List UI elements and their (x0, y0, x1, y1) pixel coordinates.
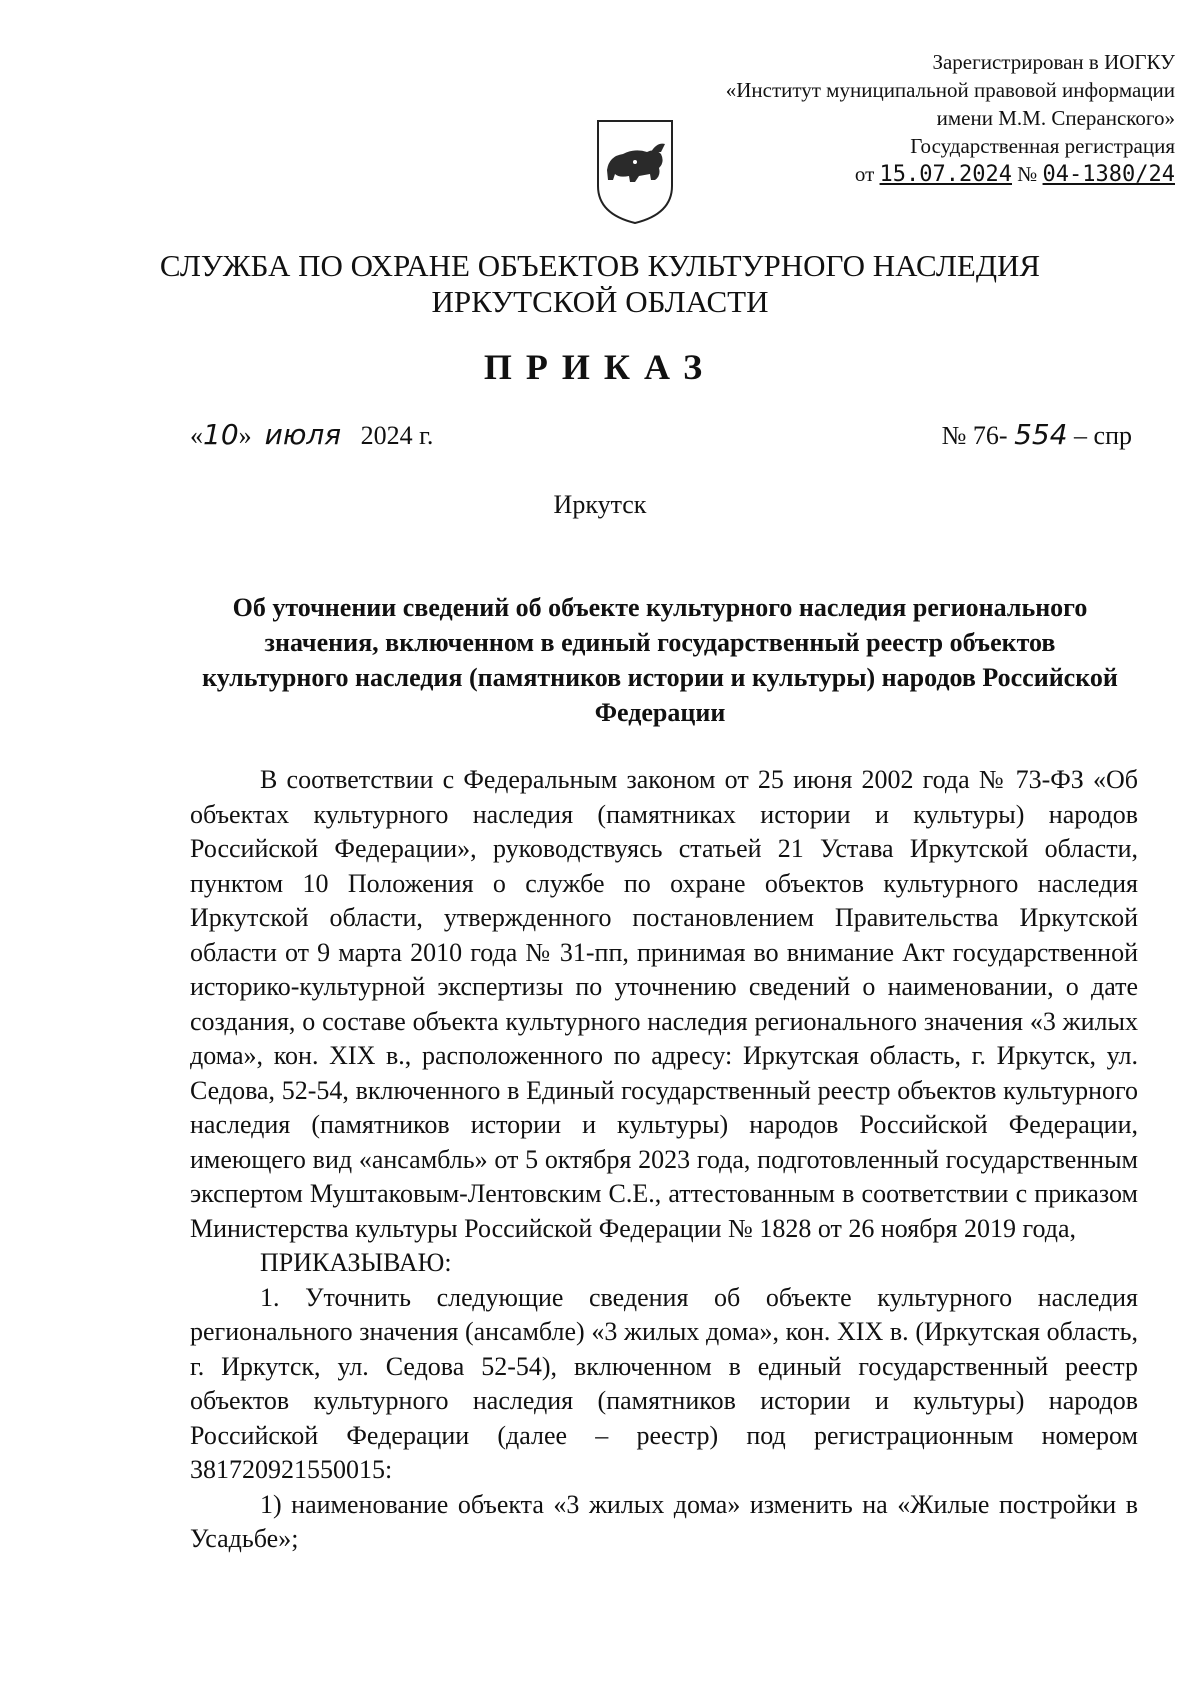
registration-from-label: от (854, 162, 875, 186)
order-word: ПРИКАЗЫВАЮ: (260, 1248, 452, 1277)
registration-line-1: Зарегистрирован в ИОГКУ (932, 50, 1175, 74)
preamble-paragraph: В соответствии с Федеральным законом от 25 июня 2002 года № 73-ФЗ «Об объектах культурного наследия (памятниках истории и культуры) народов Российской Федерации», руководствуясь статьей 21 Устава Иркутской области, пунктом 10 Положения о службе по охране объектов культурного наследия Иркутской области, утвержденного постановлением Правительства Иркутской области от 9 марта 2010 года № 31-пп, принимая во внимание Акт государственной историко-культурной экспертизы по уточнению сведений о наименовании, о дате создания, о составе объекта культурного наследия регионального значения «3 жилых дома», кон. XIX в., расположенного по адресу: Иркутская область, г. Иркутск, ул. Седова, 52-54, включенного в Единый государственный реестр объектов культурного наследия (памятников истории и культуры) народов Российской Федерации, имеющего вид «ансамбль» от 5 октября 2023 года, подготовленный государственным экспертом Муштаковым-Лентовским С.Е., аттестованным в соответствии с приказом Министерства культуры Российской Федерации № 1828 от 26 ноября 2019 года, (190, 765, 1138, 1243)
item-1: 1. Уточнить следующие сведения об объекте культурного наследия регионального значения (ансамбле) «3 жилых дома», кон. XIX в. (Иркутская область, г. Иркутск, ул. Седова 52-54), включенном в единый государственный реестр объектов культурного наследия (памятников истории и культуры) народов Российской Федерации (далее – реестр) под регистрационным номером 381720921550015: (190, 1282, 1138, 1484)
order-subject: Об уточнении сведений об объекте культурного наследия регионального значения, включенном в единый государственный реестр объектов культурного наследия (памятников истории и культуры) народов Российской Федерации (202, 593, 1118, 727)
order-number-prefix: № 76- (941, 421, 1008, 450)
agency-name (0, 248, 1200, 320)
date-day: 10 (203, 418, 239, 451)
registration-number-label: № (1017, 162, 1038, 186)
agency-line-2: ИРКУТСКОЙ ОБЛАСТИ (431, 284, 769, 319)
order-date (190, 418, 433, 451)
agency-line-1: СЛУЖБА ПО ОХРАНЕ ОБЪЕКТОВ КУЛЬТУРНОГО НАСЛЕДИЯ (159, 248, 1041, 283)
order-number-value: 554 (1014, 418, 1068, 451)
registration-date: 15.07.2024 (879, 162, 1012, 187)
city: Иркутск (553, 490, 647, 519)
registration-line-3: имени М.М. Сперанского» (936, 106, 1175, 130)
order-body (190, 763, 1138, 1557)
registration-line-2: «Институт муниципальной правовой информации (725, 78, 1175, 102)
registration-line-4: Государственная регистрация (910, 134, 1175, 158)
irkutsk-coat-of-arms-icon (595, 118, 675, 226)
document-title: ПРИКАЗ (483, 347, 717, 387)
registration-number: 04-1380/24 (1042, 162, 1175, 187)
date-close-quote: » (238, 421, 252, 450)
date-year: 2024 г. (360, 421, 434, 450)
date-month: июля (264, 418, 342, 451)
date-open-quote: « (190, 421, 203, 450)
item-1-subitem-1: 1) наименование объекта «3 жилых дома» изменить на «Жилые постройки в Усадьбе»; (190, 1489, 1138, 1553)
order-number (942, 418, 1132, 451)
order-number-suffix: – спр (1074, 421, 1132, 450)
